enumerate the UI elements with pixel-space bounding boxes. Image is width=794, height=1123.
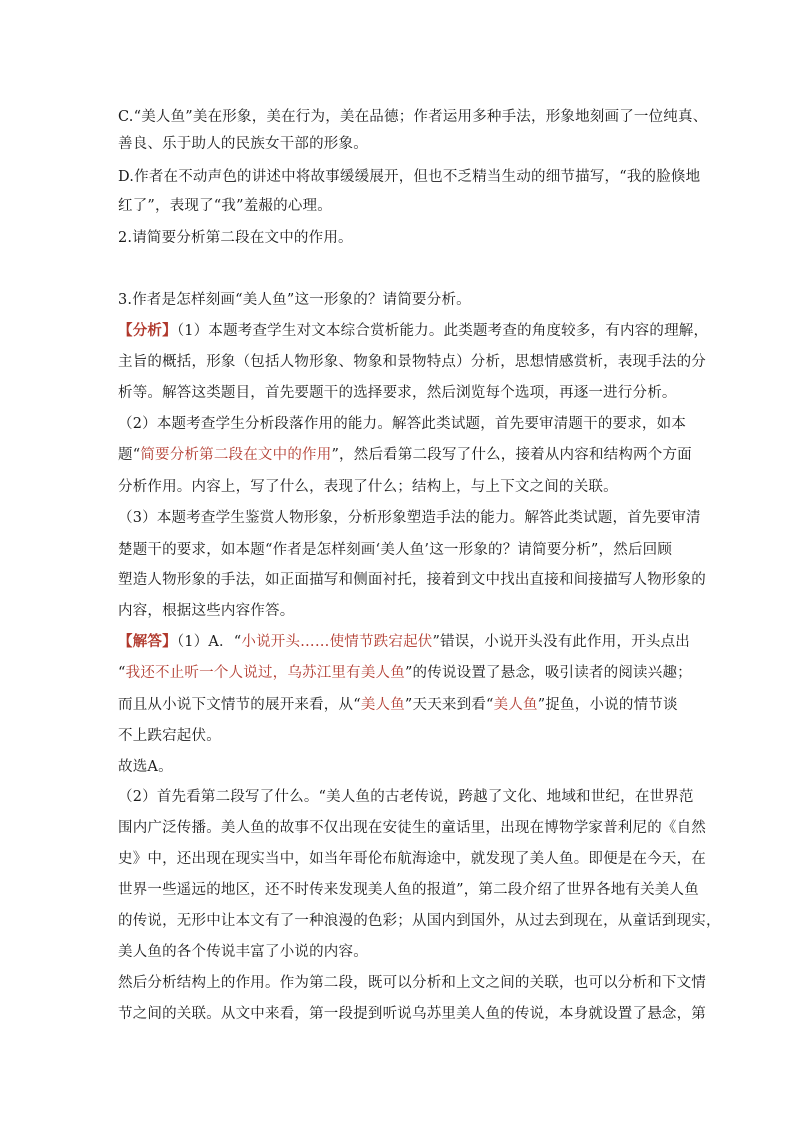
quoted-text: 简要分析第二段在文中的作用 xyxy=(140,447,332,463)
quoted-text: 小说开头……使情节跌宕起伏 xyxy=(241,634,433,650)
text-line: 围内广泛传播。美人鱼的故事不仅出现在安徒生的童话里，出现在博物学家普利尼的《自然 xyxy=(118,820,706,836)
answer-heading-line: 【解答】（1）A．“小说开头……使情节跌宕起伏”错误，小说开头没有此作用，开头点出 xyxy=(118,633,690,650)
text-line: 主旨的概括，形象（包括人物形象、物象和景物特点）分析，思想情感赏析，表现手法的分 xyxy=(118,354,706,370)
answer-label: 【解答】 xyxy=(118,633,177,650)
text-line: 美人鱼的各个传说丰富了小说的内容。 xyxy=(118,944,368,960)
text-line: 塑造人物形象的手法，如正面描写和侧面衬托，接着到文中找出直接和间接描写人物形象的 xyxy=(118,572,706,588)
text-line: 析等。解答这类题目，首先要题干的选择要求，然后浏览每个选项，再逐一进行分析。 xyxy=(118,385,677,401)
text-line: D.作者在不动声色的讲述中将故事缓缓展开，但也不乏精当生动的细节描写，“我的脸倏地 xyxy=(118,169,701,185)
analysis-heading-line: 【分析】（1）本题考查学生对文本综合赏析能力。此类题考查的角度较多，有内容的理解， xyxy=(118,322,709,339)
text-line: 红了”，表现了“我”羞赧的心理。 xyxy=(118,198,332,214)
text-line: 楚题干的要求，如本题“作者是怎样刻画‘美人鱼’这一形象的？请简要分析”，然后回顾 xyxy=(118,542,673,558)
question-2: 2.请简要分析第二段在文中的作用。 xyxy=(118,230,353,246)
text-line: 然后分析结构上的作用。作为第二段，既可以分析和上文之间的关联，也可以分析和下文情 xyxy=(118,975,706,991)
text-line: 史》中，还出现在现实当中，如当年哥伦布航海途中，就发现了美人鱼。即便是在今天，在 xyxy=(118,851,706,867)
text-line: （3）本题考查学生鉴赏人物形象，分析形象塑造手法的能力。解答此类试题，首先要审清 xyxy=(118,510,701,526)
quoted-text: 我还不止听一个人说过，乌苏江里有美人鱼 xyxy=(125,665,405,681)
question-3: 3.作者是怎样刻画“美人鱼”这一形象的？请简要分析。 xyxy=(118,292,471,308)
text-line: “我还不止听一个人说过，乌苏江里有美人鱼”的传说设置了悬念，吸引读者的阅读兴趣； xyxy=(118,665,692,681)
text-line: （2）首先看第二段写了什么。“美人鱼的古老传说，跨越了文化、地域和世纪，在世界范 xyxy=(118,789,694,805)
text-line: 故选A。 xyxy=(118,759,173,775)
text-line: 的传说，无形中让本文有了一种浪漫的色彩；从国内到国外，从过去到现在，从童话到现实， xyxy=(118,913,721,929)
text-line: （2）本题考查学生分析段落作用的能力。解答此类试题，首先要审清题干的要求，如本 xyxy=(118,416,687,432)
text-line: 世界一些遥远的地区，还不时传来发现美人鱼的报道”，第二段介绍了世界各地有关美人鱼 xyxy=(118,882,699,898)
text-line: 节之间的关联。从文中来看，第一段提到听说乌苏里美人鱼的传说，本身就设置了悬念，第 xyxy=(118,1006,706,1022)
text-line: 而且从小说下文情节的展开来看，从“美人鱼”天天来到看“美人鱼”捉鱼，小说的情节谈 xyxy=(118,697,678,713)
text-line: 善良、乐于助人的民族女干部的形象。 xyxy=(118,136,368,152)
text-line: C.“美人鱼”美在形象，美在行为，美在品德；作者运用多种手法，形象地刻画了一位纯真、 xyxy=(118,109,708,125)
text-line: 分析作用。内容上，写了什么，表现了什么；结构上，与上下文之间的关联。 xyxy=(118,479,618,495)
text-line: 内容，根据这些内容作答。 xyxy=(118,603,295,619)
text-line: 不上跌宕起伏。 xyxy=(118,728,221,744)
quoted-text: 美人鱼 xyxy=(493,697,538,713)
quoted-text: 美人鱼 xyxy=(360,697,405,713)
analysis-label: 【分析】 xyxy=(118,322,177,339)
text-line: 题“简要分析第二段在文中的作用”，然后看第二段写了什么，接着从内容和结构两个方面 xyxy=(118,447,692,463)
